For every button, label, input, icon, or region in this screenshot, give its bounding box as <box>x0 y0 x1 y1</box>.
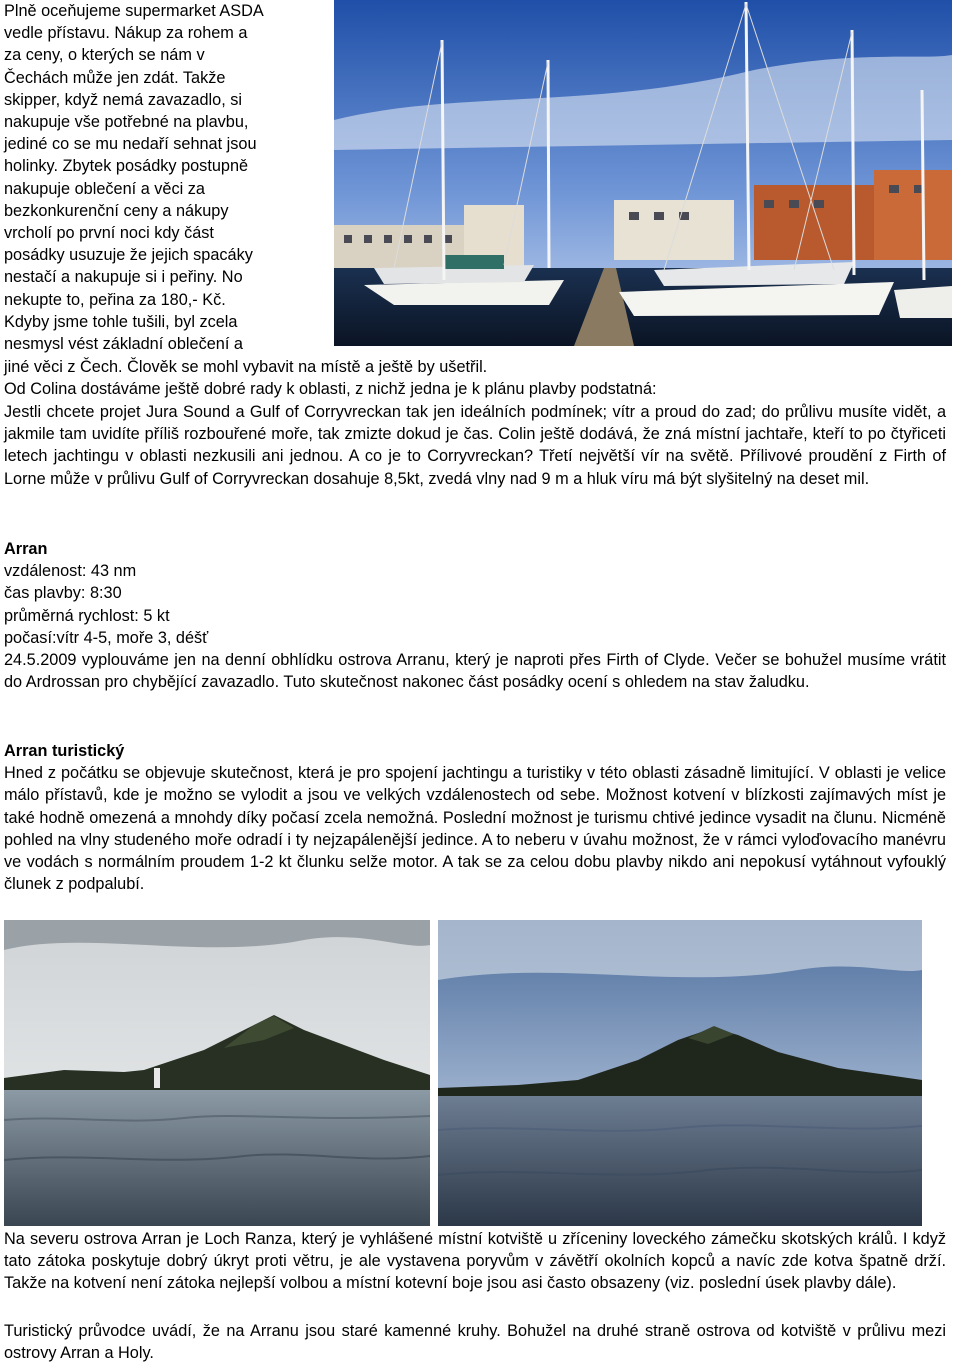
marina-photo <box>334 0 952 346</box>
text-line: bezkonkurenční ceny a nákupy <box>4 201 229 220</box>
arran-time: čas plavby: 8:30 <box>4 584 122 603</box>
jura-paragraph: Jestli chcete projet Jura Sound a Gulf of Corryvreckan tak jen ideálních podmínek; vítr a proud do zad; do průlivu musíte vidět, a jakmile tam uvidíte příliš rozbouřené moře, tak zmizte dokud je čas. Colin ještě dodává, že zná místní jachtaře, kteří to po čtyřiceti letech jachtingu v oblasti nezkusili ani jednou. A co je to Corryvreckan? Třetí největší vír na světě. Přílivové proudění z Firth of Lorne může v průlivu Gulf of Corryvreckan dosahuje 8,5kt, zvedá vlny nad 9 m a hluk víru má být slyšitelný na deset mil. <box>4 403 946 488</box>
guide-paragraph: Turistický průvodce uvádí, že na Arranu jsou staré kamenné kruhy. Bohužel na druhé straně ostrova od kotviště v průlivu mezi ostrovy Arran a Holy. <box>4 1322 946 1363</box>
text-line: vrcholí po první noci kdy část <box>4 224 214 243</box>
arran-distance: vzdálenost: 43 nm <box>4 562 137 581</box>
text-line: holinky. Zbytek posádky postupně <box>4 157 249 176</box>
text-line: nekupte to, peřina za 180,- Kč. <box>4 290 226 309</box>
arran-heading: Arran <box>4 540 48 558</box>
loch-ranza-paragraph: Na severu ostrova Arran je Loch Ranza, který je vyhlášené místní kotviště u zříceniny loveckého zámečku skotských králů. I když tato zátoka poskytuje dobrý úkryt proti větru, je ale vystavena poryvům v závětří okolních kopců a navíc zde kotva špatně drží. Takže na kotvení není zátoka nejlepší volbou a místní kotevní boje jsou asi často obsazeny (viz. poslední úsek plavby dále). <box>4 1230 946 1293</box>
text-line: nesmysl vést základní oblečení a <box>4 335 243 354</box>
arran-section <box>4 538 946 693</box>
colin-paragraph: Od Colina dostáváme ještě dobré rady k oblasti, z nichž jedna je k plánu plavby podstatná: <box>4 380 657 398</box>
arran-tour-paragraph: Hned z počátku se objevuje skutečnost, která je pro spojení jachtingu a turistiky v této oblasti zásadně limitující. V oblasti je velice málo přístavů, kde je možno se vylodit a jsou ve velkých vzdálenostech od sebe. Možnost kotvení v blízkosti zajímavých míst je také hodně omezená a mnohdy díky počasí zcela nemožná. Poslední možnost je turismu chtivé jedince vysadit na člunu. Nicméně pohled na vlny studeného moře odradí i ty nejzapálenější jedince. A to neberu v úvahu možnost, že v rámci vyloďovacího manévru ve vodách s normálním proudem 1-2 kt člunku selže motor. A tak se za celou dobu plavby nikdo ani nepokusí vytáhnout vyfouklý člunek z podpalubí. <box>4 764 946 894</box>
arran-tour-heading: Arran turistický <box>4 742 125 760</box>
arran-weather: počasí:vítr 4-5, moře 3, déšť <box>4 628 209 647</box>
island-photo-right <box>438 920 922 1226</box>
text-line: Kdyby jsme tohle tušili, byl zcela <box>4 312 238 331</box>
arran-tour-section <box>4 740 946 895</box>
arran-speed: průměrná rychlost: 5 kt <box>4 606 170 625</box>
intro-paragraph <box>4 0 320 355</box>
text-line: Plně oceňujeme supermarket ASDA <box>4 2 264 20</box>
text-line: nakupuje vše potřebné na plavbu, <box>4 113 249 132</box>
text-line: vedle přístavu. Nákup za rohem a <box>4 24 248 43</box>
text-line: nakupuje oblečení a věci za <box>4 179 205 198</box>
text-line: jediné co se mu nedaří sehnat jsou <box>4 135 257 154</box>
text-line: nestačí a nakupuje si i peřiny. No <box>4 268 243 287</box>
island-photo-left <box>4 920 430 1226</box>
text-line: Čechách může jen zdát. Takže <box>4 68 226 87</box>
intro-tail-paragraph: jiné věci z Čech. Člověk se mohl vybavit na místě a ještě by ušetřil. <box>4 358 488 376</box>
arran-paragraph: 24.5.2009 vyplouváme jen na denní obhlídku ostrova Arranu, který je naproti přes Firth of Clyde. Večer se bohužel musíme vrátit do Ardrossan pro chybějící zavazadlo. Tuto skutečnost nakonec část posádky ocení s ohledem na stav žaludku. <box>4 651 946 692</box>
text-line: skipper, když nemá zavazadlo, si <box>4 90 243 109</box>
text-line: posádky usuzuje že jejich spacáky <box>4 246 253 265</box>
text-line: za ceny, o kterých se nám v <box>4 46 205 65</box>
